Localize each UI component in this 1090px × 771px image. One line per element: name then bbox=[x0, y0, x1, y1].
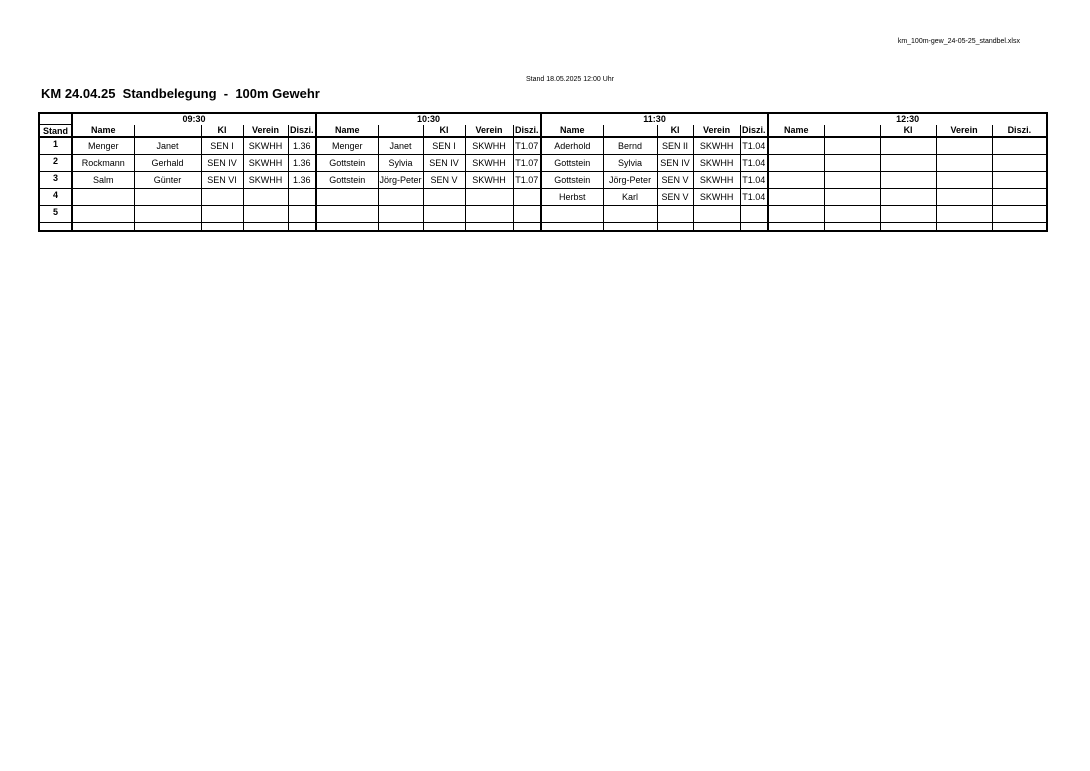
page-title: KM 24.04.25 Standbelegung - 100m Gewehr bbox=[41, 86, 320, 101]
cell-kl bbox=[880, 206, 936, 223]
empty-cell bbox=[740, 223, 768, 232]
stand-header: Stand bbox=[39, 125, 72, 138]
empty-row bbox=[39, 223, 1047, 232]
empty-cell bbox=[992, 223, 1047, 232]
cell-firstname bbox=[134, 189, 201, 206]
cell-diszi: 1.36 bbox=[288, 155, 316, 172]
cell-diszi bbox=[992, 206, 1047, 223]
cell-verein bbox=[693, 206, 740, 223]
column-header-diszi: Diszi. bbox=[992, 125, 1047, 138]
cell-name bbox=[768, 189, 824, 206]
cell-name bbox=[768, 137, 824, 155]
column-header-firstname bbox=[824, 125, 880, 138]
cell-verein: SKWHH bbox=[693, 155, 740, 172]
empty-cell bbox=[378, 223, 423, 232]
cell-kl: SEN V bbox=[423, 172, 465, 189]
column-header-diszi: Diszi. bbox=[740, 125, 768, 138]
cell-firstname: Jörg-Peter bbox=[378, 172, 423, 189]
cell-name bbox=[541, 206, 603, 223]
cell-kl bbox=[880, 172, 936, 189]
empty-cell bbox=[465, 223, 513, 232]
cell-firstname bbox=[378, 189, 423, 206]
cell-diszi: T1.04 bbox=[740, 155, 768, 172]
empty-cell bbox=[201, 223, 243, 232]
empty-cell bbox=[541, 223, 603, 232]
cell-verein bbox=[243, 189, 288, 206]
cell-kl: SEN I bbox=[423, 137, 465, 155]
cell-kl: SEN I bbox=[201, 137, 243, 155]
empty-cell bbox=[603, 223, 657, 232]
cell-kl bbox=[201, 206, 243, 223]
cell-diszi: T1.07 bbox=[513, 172, 541, 189]
cell-name: Rockmann bbox=[72, 155, 134, 172]
column-header-name: Name bbox=[768, 125, 824, 138]
empty-cell bbox=[134, 223, 201, 232]
cell-verein: SKWHH bbox=[693, 137, 740, 155]
cell-diszi: T1.07 bbox=[513, 137, 541, 155]
empty-cell bbox=[693, 223, 740, 232]
table-row bbox=[39, 155, 1047, 172]
cell-verein bbox=[936, 155, 992, 172]
column-header-verein: Verein bbox=[465, 125, 513, 138]
cell-verein bbox=[936, 189, 992, 206]
corner-cell bbox=[39, 113, 72, 125]
cell-diszi bbox=[992, 172, 1047, 189]
cell-kl: SEN IV bbox=[657, 155, 693, 172]
cell-firstname bbox=[824, 155, 880, 172]
cell-firstname: Gerhald bbox=[134, 155, 201, 172]
empty-cell bbox=[657, 223, 693, 232]
cell-name: Gottstein bbox=[316, 172, 378, 189]
column-header-kl: Kl bbox=[657, 125, 693, 138]
cell-name bbox=[72, 206, 134, 223]
cell-name bbox=[768, 206, 824, 223]
time-slot-header: 12:30 bbox=[768, 113, 1047, 125]
cell-name: Gottstein bbox=[541, 172, 603, 189]
cell-name bbox=[768, 155, 824, 172]
cell-verein: SKWHH bbox=[243, 172, 288, 189]
cell-name bbox=[768, 172, 824, 189]
cell-firstname bbox=[824, 206, 880, 223]
stand-number: 4 bbox=[39, 189, 72, 206]
cell-kl: SEN II bbox=[657, 137, 693, 155]
cell-verein bbox=[243, 206, 288, 223]
cell-firstname bbox=[824, 189, 880, 206]
cell-diszi bbox=[513, 189, 541, 206]
table-row bbox=[39, 206, 1047, 223]
empty-cell bbox=[288, 223, 316, 232]
empty-cell bbox=[423, 223, 465, 232]
cell-firstname: Sylvia bbox=[603, 155, 657, 172]
cell-kl: SEN IV bbox=[201, 155, 243, 172]
empty-cell bbox=[316, 223, 378, 232]
cell-firstname: Bernd bbox=[603, 137, 657, 155]
stand-number: 5 bbox=[39, 206, 72, 223]
column-header-verein: Verein bbox=[936, 125, 992, 138]
table-row bbox=[39, 137, 1047, 155]
cell-kl bbox=[880, 155, 936, 172]
cell-firstname: Sylvia bbox=[378, 155, 423, 172]
cell-verein: SKWHH bbox=[465, 172, 513, 189]
cell-firstname: Günter bbox=[134, 172, 201, 189]
cell-diszi: T1.04 bbox=[740, 137, 768, 155]
cell-firstname: Karl bbox=[603, 189, 657, 206]
empty-cell bbox=[824, 223, 880, 232]
cell-diszi bbox=[288, 189, 316, 206]
cell-diszi: 1.36 bbox=[288, 137, 316, 155]
cell-kl: SEN V bbox=[657, 172, 693, 189]
cell-name bbox=[316, 189, 378, 206]
cell-firstname bbox=[378, 206, 423, 223]
cell-verein: SKWHH bbox=[693, 189, 740, 206]
cell-verein: SKWHH bbox=[465, 155, 513, 172]
cell-diszi: 1.36 bbox=[288, 172, 316, 189]
stand-number: 1 bbox=[39, 137, 72, 155]
column-header-firstname bbox=[134, 125, 201, 138]
cell-verein bbox=[465, 189, 513, 206]
empty-cell bbox=[936, 223, 992, 232]
cell-name bbox=[316, 206, 378, 223]
column-header-diszi: Diszi. bbox=[288, 125, 316, 138]
cell-diszi bbox=[513, 206, 541, 223]
empty-cell bbox=[243, 223, 288, 232]
cell-firstname bbox=[824, 172, 880, 189]
cell-diszi bbox=[288, 206, 316, 223]
cell-kl bbox=[423, 189, 465, 206]
column-header-diszi: Diszi. bbox=[513, 125, 541, 138]
cell-verein: SKWHH bbox=[693, 172, 740, 189]
cell-firstname bbox=[603, 206, 657, 223]
cell-firstname: Jörg-Peter bbox=[603, 172, 657, 189]
time-slot-header: 11:30 bbox=[541, 113, 768, 125]
column-header-kl: Kl bbox=[423, 125, 465, 138]
cell-diszi: T1.04 bbox=[740, 172, 768, 189]
cell-name bbox=[72, 189, 134, 206]
cell-firstname: Janet bbox=[134, 137, 201, 155]
cell-kl bbox=[880, 189, 936, 206]
cell-diszi bbox=[740, 206, 768, 223]
column-header-name: Name bbox=[316, 125, 378, 138]
cell-verein: SKWHH bbox=[465, 137, 513, 155]
schedule-table bbox=[38, 112, 1048, 232]
empty-cell bbox=[513, 223, 541, 232]
stand-number: 2 bbox=[39, 155, 72, 172]
cell-diszi bbox=[992, 189, 1047, 206]
cell-kl bbox=[201, 189, 243, 206]
cell-kl bbox=[657, 206, 693, 223]
cell-kl bbox=[880, 137, 936, 155]
column-header-kl: Kl bbox=[880, 125, 936, 138]
cell-diszi bbox=[992, 137, 1047, 155]
cell-verein bbox=[936, 137, 992, 155]
column-header-kl: Kl bbox=[201, 125, 243, 138]
column-header-verein: Verein bbox=[243, 125, 288, 138]
cell-verein bbox=[465, 206, 513, 223]
time-slot-header: 10:30 bbox=[316, 113, 541, 125]
table-row bbox=[39, 172, 1047, 189]
cell-diszi: T1.04 bbox=[740, 189, 768, 206]
cell-verein: SKWHH bbox=[243, 155, 288, 172]
cell-diszi bbox=[992, 155, 1047, 172]
cell-kl: SEN IV bbox=[423, 155, 465, 172]
column-header-name: Name bbox=[541, 125, 603, 138]
cell-verein bbox=[936, 172, 992, 189]
cell-kl bbox=[423, 206, 465, 223]
empty-cell bbox=[39, 223, 72, 232]
cell-verein: SKWHH bbox=[243, 137, 288, 155]
column-header-firstname bbox=[603, 125, 657, 138]
cell-name: Menger bbox=[316, 137, 378, 155]
time-slot-header: 09:30 bbox=[72, 113, 316, 125]
cell-diszi: T1.07 bbox=[513, 155, 541, 172]
stand-number: 3 bbox=[39, 172, 72, 189]
cell-name: Menger bbox=[72, 137, 134, 155]
cell-kl: SEN V bbox=[657, 189, 693, 206]
table-row bbox=[39, 189, 1047, 206]
empty-cell bbox=[72, 223, 134, 232]
cell-name: Herbst bbox=[541, 189, 603, 206]
cell-firstname bbox=[824, 137, 880, 155]
cell-name: Salm bbox=[72, 172, 134, 189]
column-header-name: Name bbox=[72, 125, 134, 138]
cell-name: Gottstein bbox=[541, 155, 603, 172]
stand-date: Stand 18.05.2025 12:00 Uhr bbox=[526, 76, 614, 83]
cell-kl: SEN VI bbox=[201, 172, 243, 189]
cell-name: Aderhold bbox=[541, 137, 603, 155]
file-name: km_100m-gew_24-05-25_standbel.xlsx bbox=[897, 38, 1020, 45]
empty-cell bbox=[880, 223, 936, 232]
column-header-firstname bbox=[378, 125, 423, 138]
cell-name: Gottstein bbox=[316, 155, 378, 172]
cell-firstname: Janet bbox=[378, 137, 423, 155]
cell-firstname bbox=[134, 206, 201, 223]
empty-cell bbox=[768, 223, 824, 232]
column-header-verein: Verein bbox=[693, 125, 740, 138]
cell-verein bbox=[936, 206, 992, 223]
